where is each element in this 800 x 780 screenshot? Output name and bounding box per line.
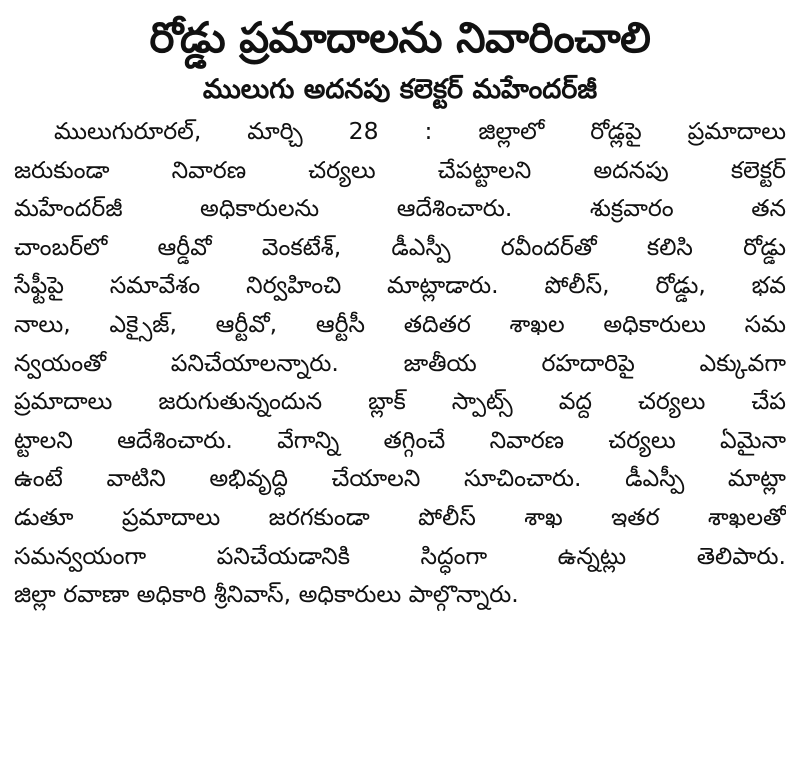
article-body	[10, 112, 790, 614]
body-line: నాలు, ఎక్సైజ్, ఆర్టీవో, ఆర్టీసీ తదితర శాఖల అధికారులు సమ	[14, 309, 786, 338]
body-line: జిల్లా రవాణా అధికారి శ్రీనివాస్, అధికారులు పాల్గొన్నారు.	[14, 580, 519, 609]
body-line: సమన్వయంగా పనిచేయడానికి సిద్ధంగా ఉన్నట్లు తెలిపారు.	[14, 541, 786, 570]
body-line: ప్రమాదాలు జరుగుతున్నందున బ్లాక్ స్పాట్స్ వద్ద చర్యలు చేప	[14, 387, 786, 416]
body-line: డుతూ ప్రమాదాలు జరగకుండా పోలీస్ శాఖ ఇతర శాఖలతో	[14, 502, 786, 531]
body-line: ఉంటే వాటిని అభివృద్ధి చేయాలని సూచించారు. డీఎస్పీ మాట్లా	[14, 464, 786, 493]
body-line: ములుగురూరల్, మార్చి 28 : జిల్లాలో రోడ్లపై ప్రమాదాలు	[54, 117, 786, 145]
article-headline: రోడ్డు ప్రమాదాలను నివారించాలి	[149, 13, 651, 62]
body-line: సేఫ్టీపై సమావేశం నిర్వహించి మాట్లాడారు. పోలీస్, రోడ్డు, భవ	[14, 271, 786, 300]
article-subheadline: ములుగు అదనపు కలెక్టర్ మహేందర్‌జీ	[202, 74, 598, 105]
body-line: జరుకుండా నివారణ చర్యలు చేపట్టాలని అదనపు కలెక్టర్	[14, 155, 786, 184]
body-line: న్వయంతో పనిచేయాలన్నారు. జాతీయ రహదారిపై ఎక్కువగా	[14, 348, 786, 377]
body-line: మహేందర్‌జీ అధికారులను ఆదేశించారు. శుక్రవారం తన	[14, 194, 786, 223]
body-line: ట్టాలని ఆదేశించారు. వేగాన్ని తగ్గించే నివారణ చర్యలు ఏమైనా	[14, 425, 786, 454]
body-line: చాంబర్‌లో ఆర్డీవో వెంకటేశ్, డీఎస్పీ రవీందర్‌తో కలిసి రోడ్డు	[14, 232, 786, 261]
